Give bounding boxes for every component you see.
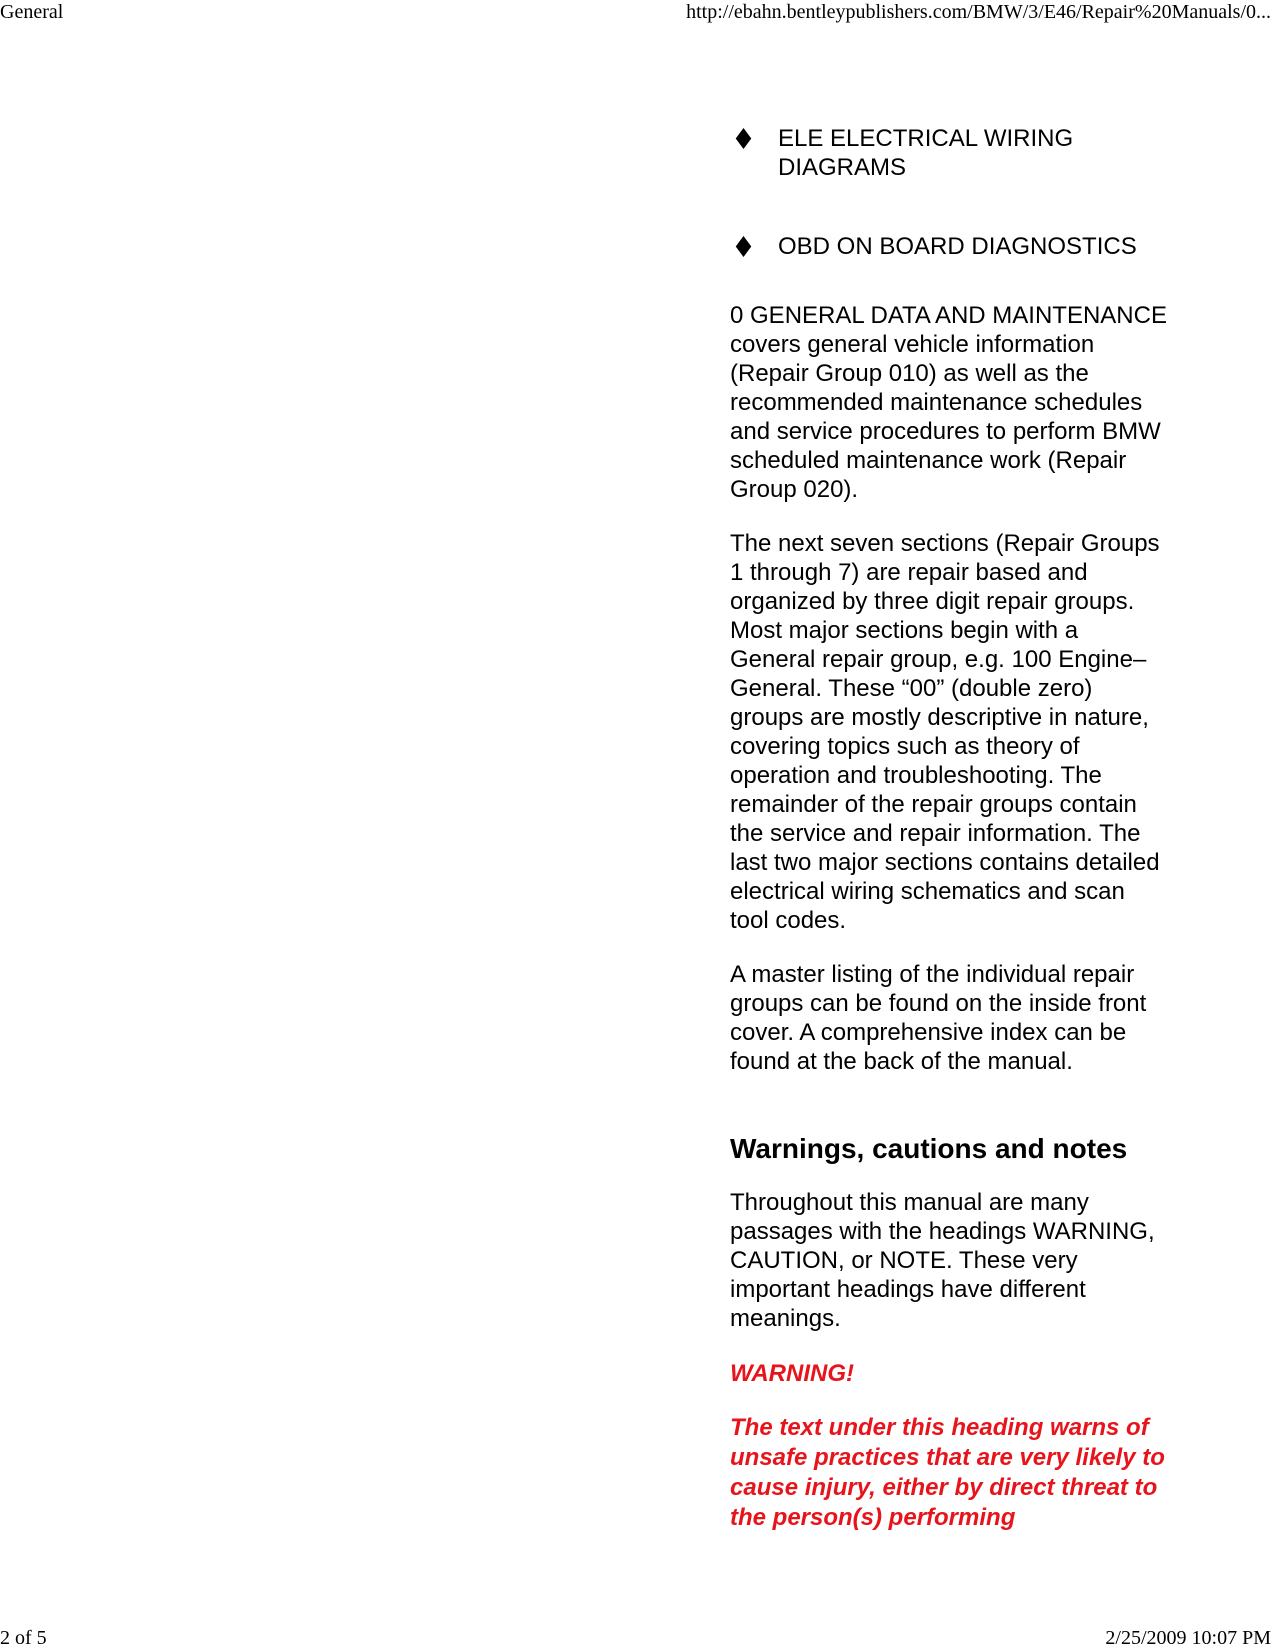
print-header-url: http://ebahn.bentleypublishers.com/BMW/3/E46/Repair%20Manuals/0... — [686, 1, 1271, 23]
print-footer — [0, 1626, 1275, 1650]
paragraph-general-data: 0 GENERAL DATA AND MAINTENANCE covers general vehicle information (Repair Group 010) as well as the recommended maintenance schedules and service procedures to perform BMW scheduled maintenance work (Repair Group 020). — [730, 302, 1167, 503]
list-item — [730, 124, 1170, 182]
list-item-label: OBD ON BOARD DIAGNOSTICS — [778, 233, 1137, 260]
paragraph-headings-intro: Throughout this manual are many passages with the headings WARNING, CAUTION, or NOTE. These very important headings have different meanings. — [730, 1189, 1155, 1332]
warning-heading: WARNING! — [730, 1360, 854, 1387]
section-heading: Warnings, cautions and notes — [730, 1133, 1128, 1164]
diamond-bullet-icon — [736, 236, 752, 257]
print-header-title: General — [0, 1, 64, 23]
diamond-bullet-icon — [736, 128, 752, 149]
print-timestamp: 2/25/2009 10:07 PM — [1105, 1627, 1271, 1649]
list-item-label: ELE ELECTRICAL WIRING DIAGRAMS — [778, 125, 1074, 181]
warning-text: The text under this heading warns of unsafe practices that are very likely to cause injury, either by direct threat to the person(s) performing — [730, 1414, 1165, 1531]
print-header — [0, 0, 1275, 24]
page-number: 2 of 5 — [0, 1627, 47, 1649]
manual-content — [730, 124, 1170, 1533]
section-list — [730, 124, 1170, 261]
paragraph-master-listing: A master listing of the individual repair groups can be found on the inside front cover. A comprehensive index can be found at the back of the manual. — [730, 961, 1147, 1075]
list-item — [730, 232, 1170, 261]
paragraph-repair-sections: The next seven sections (Repair Groups 1 through 7) are repair based and organized by three digit repair groups. Most major sections begin with a General repair group, e.g. 100 Engine–General. These “00” (double zero) groups are mostly descriptive in nature, covering topics such as theory of operation and troubleshooting. The remainder of the repair groups contain the service and repair information. The last two major sections contains detailed electrical wiring schematics and scan tool codes. — [730, 530, 1160, 934]
